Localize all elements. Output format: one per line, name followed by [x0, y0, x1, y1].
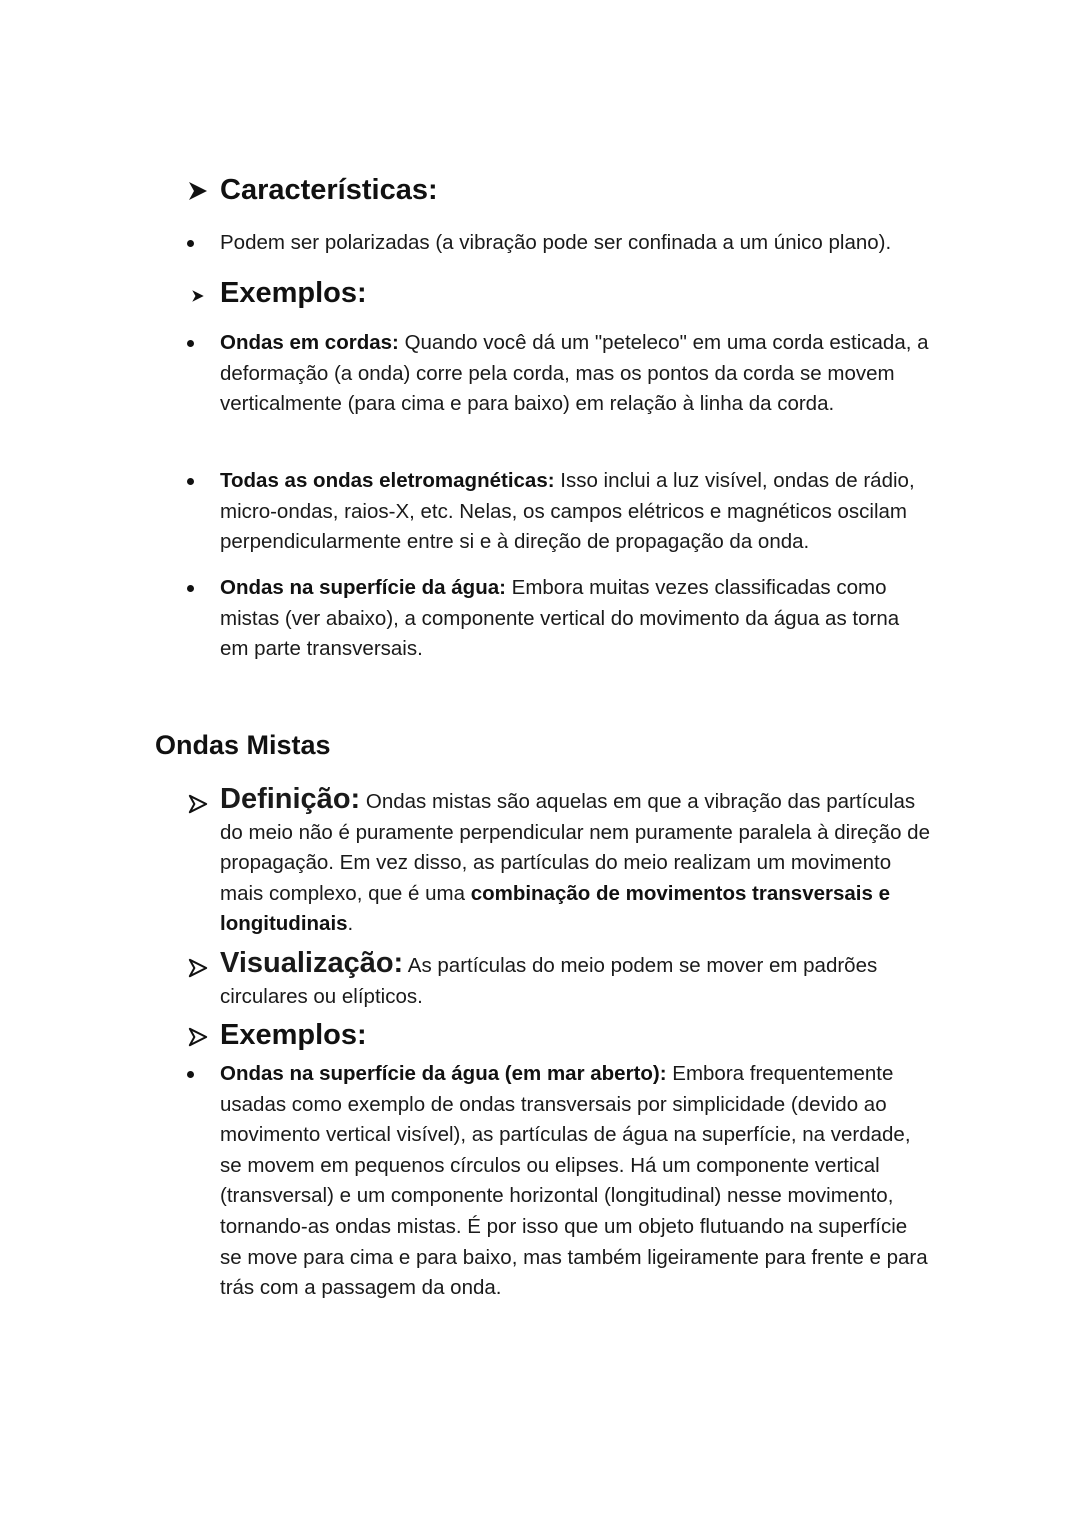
definicao-heading: Definição:: [220, 783, 361, 815]
round-bullet-icon: [187, 240, 194, 247]
arrowhead-bullet-icon: [186, 958, 210, 978]
visualizacao-text: As partículas do meio podem se mover em padrões circulares ou elípticos.: [220, 954, 878, 1008]
example-term: Ondas na superfície da água (em mar aberto):: [220, 1062, 667, 1085]
caracteristicas-heading: Características:: [220, 174, 438, 206]
section-title: Ondas Mistas: [155, 730, 331, 760]
round-bullet-icon: [187, 1071, 194, 1078]
definicao-bold: combinação de movimentos transversais e longitudinais: [220, 881, 890, 936]
example-text: Quando você dá um "peteleco" em uma corda esticada, a deformação (a onda) corre pela corda, mas os pontos da corda se movem verticalmente (para cima e para baixo) em relação à linha da corda.: [220, 331, 929, 416]
example-text: Isso inclui a luz visível, ondas de rádio, micro-ondas, raios-X, etc. Nelas, os campos elétricos e magnéticos oscilam perpendicularmente entre si e à direção de propagação da onda.: [220, 469, 915, 554]
example-term: Todas as ondas eletromagnéticas:: [220, 469, 555, 492]
caracteristicas-bullet-text: Podem ser polarizadas (a vibração pode ser confinada a um único plano).: [220, 231, 892, 254]
arrowhead-bullet-icon: [186, 180, 210, 202]
example-text: Embora muitas vezes classificadas como mistas (ver abaixo), a componente vertical do movimento da água as torna em parte transversais.: [220, 576, 900, 661]
example-term: Ondas em cordas:: [220, 331, 399, 354]
example-term: Ondas na superfície da água:: [220, 576, 506, 599]
arrowhead-bullet-icon: [186, 289, 210, 303]
example-text: Embora frequentemente usadas como exemplo de ondas transversais por simplicidade (devido ao movimento vertical visível), as partículas de água na superfície, na verdade, se movem em pequenos círculos ou elipses. Há um componente vertical (transversal) e um componente horizontal (longitudinal) nesse movimento, tornando-as ondas mistas. É por isso que um objeto flutuando na superfície se move para cima e para baixo, mas também ligeiramente para frente e para trás com a passagem da onda.: [220, 1062, 928, 1300]
round-bullet-icon: [187, 340, 194, 347]
arrowhead-bullet-icon: [186, 794, 210, 814]
arrowhead-bullet-icon: [186, 1027, 210, 1047]
mistas-exemplos-heading: Exemplos:: [220, 1019, 367, 1051]
round-bullet-icon: [187, 585, 194, 592]
definicao-text: Ondas mistas são aquelas em que a vibração das partículas do meio não é puramente perpendicular nem puramente paralela à direção de propagação. Em vez disso, as partículas do meio realizam um movimento mais complexo, que é uma: [220, 790, 930, 905]
round-bullet-icon: [187, 478, 194, 485]
visualizacao-heading: Visualização:: [220, 947, 404, 979]
definicao-end: .: [347, 912, 354, 936]
exemplos-heading: Exemplos:: [220, 277, 367, 309]
